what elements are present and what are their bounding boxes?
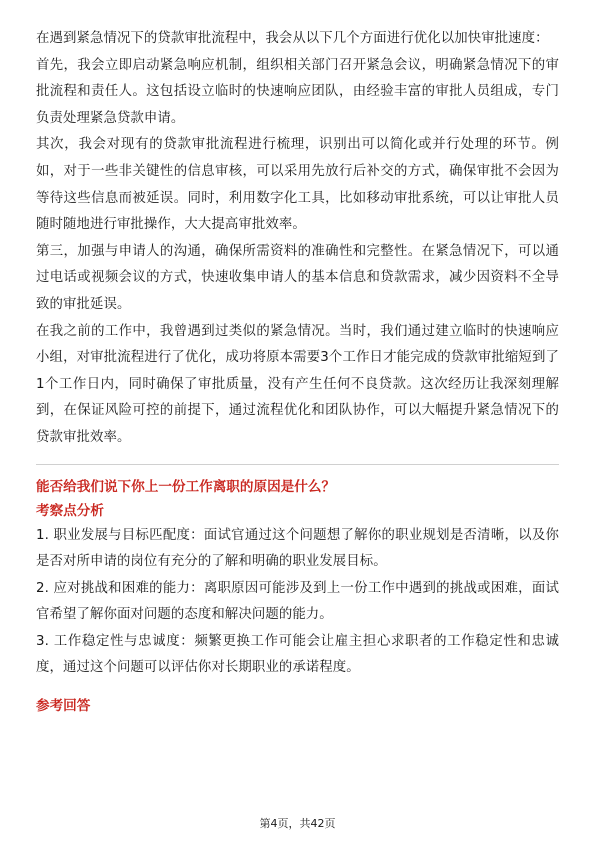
reference-answer-title: 参考回答 xyxy=(36,698,91,715)
analysis-list xyxy=(36,523,559,683)
page-number: 第4页，共42页 xyxy=(259,817,336,830)
answer-paragraph-intro: 在遇到紧急情况下的贷款审批流程中，我会从以下几个方面进行优化以加快审批速度： xyxy=(36,31,549,46)
section-divider xyxy=(36,464,559,465)
answer-paragraph-third: 第三，加强与申请人的沟通，确保所需资料的准确性和完整性。在紧急情况下，可以通过电话或视频会议的方式，快速收集申请人的基本信息和贷款需求，减少因资料不全导致的审批延误。 xyxy=(36,243,559,312)
page-footer xyxy=(0,815,595,831)
document-page xyxy=(36,26,559,718)
analysis-title: 考察点分析 xyxy=(36,502,104,519)
analysis-item-3: 3. 工作稳定性与忠诚度：频繁更换工作可能会让雇主担心求职者的工作稳定性和忠诚度，通过这个问题可以评估你对长期职业的承诺程度。 xyxy=(36,633,559,676)
question-title: 能否给我们说下你上一份工作离职的原因是什么？ xyxy=(36,478,336,495)
answer-paragraph-second: 其次，我会对现有的贷款审批流程进行梳理，识别出可以简化或并行处理的环节。例如，对于一些非关键性的信息审核，可以采用先放行后补交的方式，确保审批不会因为等待这些信息而被延误。同时，利用数字化工具，比如移动审批系统，可以让审批人员随时随地进行审批操作，大大提高审批效率。 xyxy=(36,137,559,233)
answer-paragraph-first: 首先，我会立即启动紧急响应机制，组织相关部门召开紧急会议，明确紧急情况下的审批流程和责任人。这包括设立临时的快速响应团队，由经验丰富的审批人员组成，专门负责处理紧急贷款申请。 xyxy=(36,57,559,126)
answer-body xyxy=(36,26,559,452)
answer-paragraph-experience: 在我之前的工作中，我曾遇到过类似的紧急情况。当时，我们通过建立临时的快速响应小组，对审批流程进行了优化，成功将原本需要3个工作日才能完成的贷款审批缩短到了1个工作日内，同时确保了审批质量，没有产生任何不良贷款。这次经历让我深刻理解到，在保证风险可控的前提下，通过流程优化和团队协作，可以大幅提升紧急情况下的贷款审批效率。 xyxy=(36,323,559,445)
analysis-item-2: 2. 应对挑战和困难的能力：离职原因可能涉及到上一份工作中遇到的挑战或困难，面试官希望了解你面对问题的态度和解决问题的能力。 xyxy=(36,580,559,623)
analysis-item-1: 1. 职业发展与目标匹配度：面试官通过这个问题想了解你的职业规划是否清晰，以及你是否对所申请的岗位有充分的了解和明确的职业发展目标。 xyxy=(36,527,559,570)
